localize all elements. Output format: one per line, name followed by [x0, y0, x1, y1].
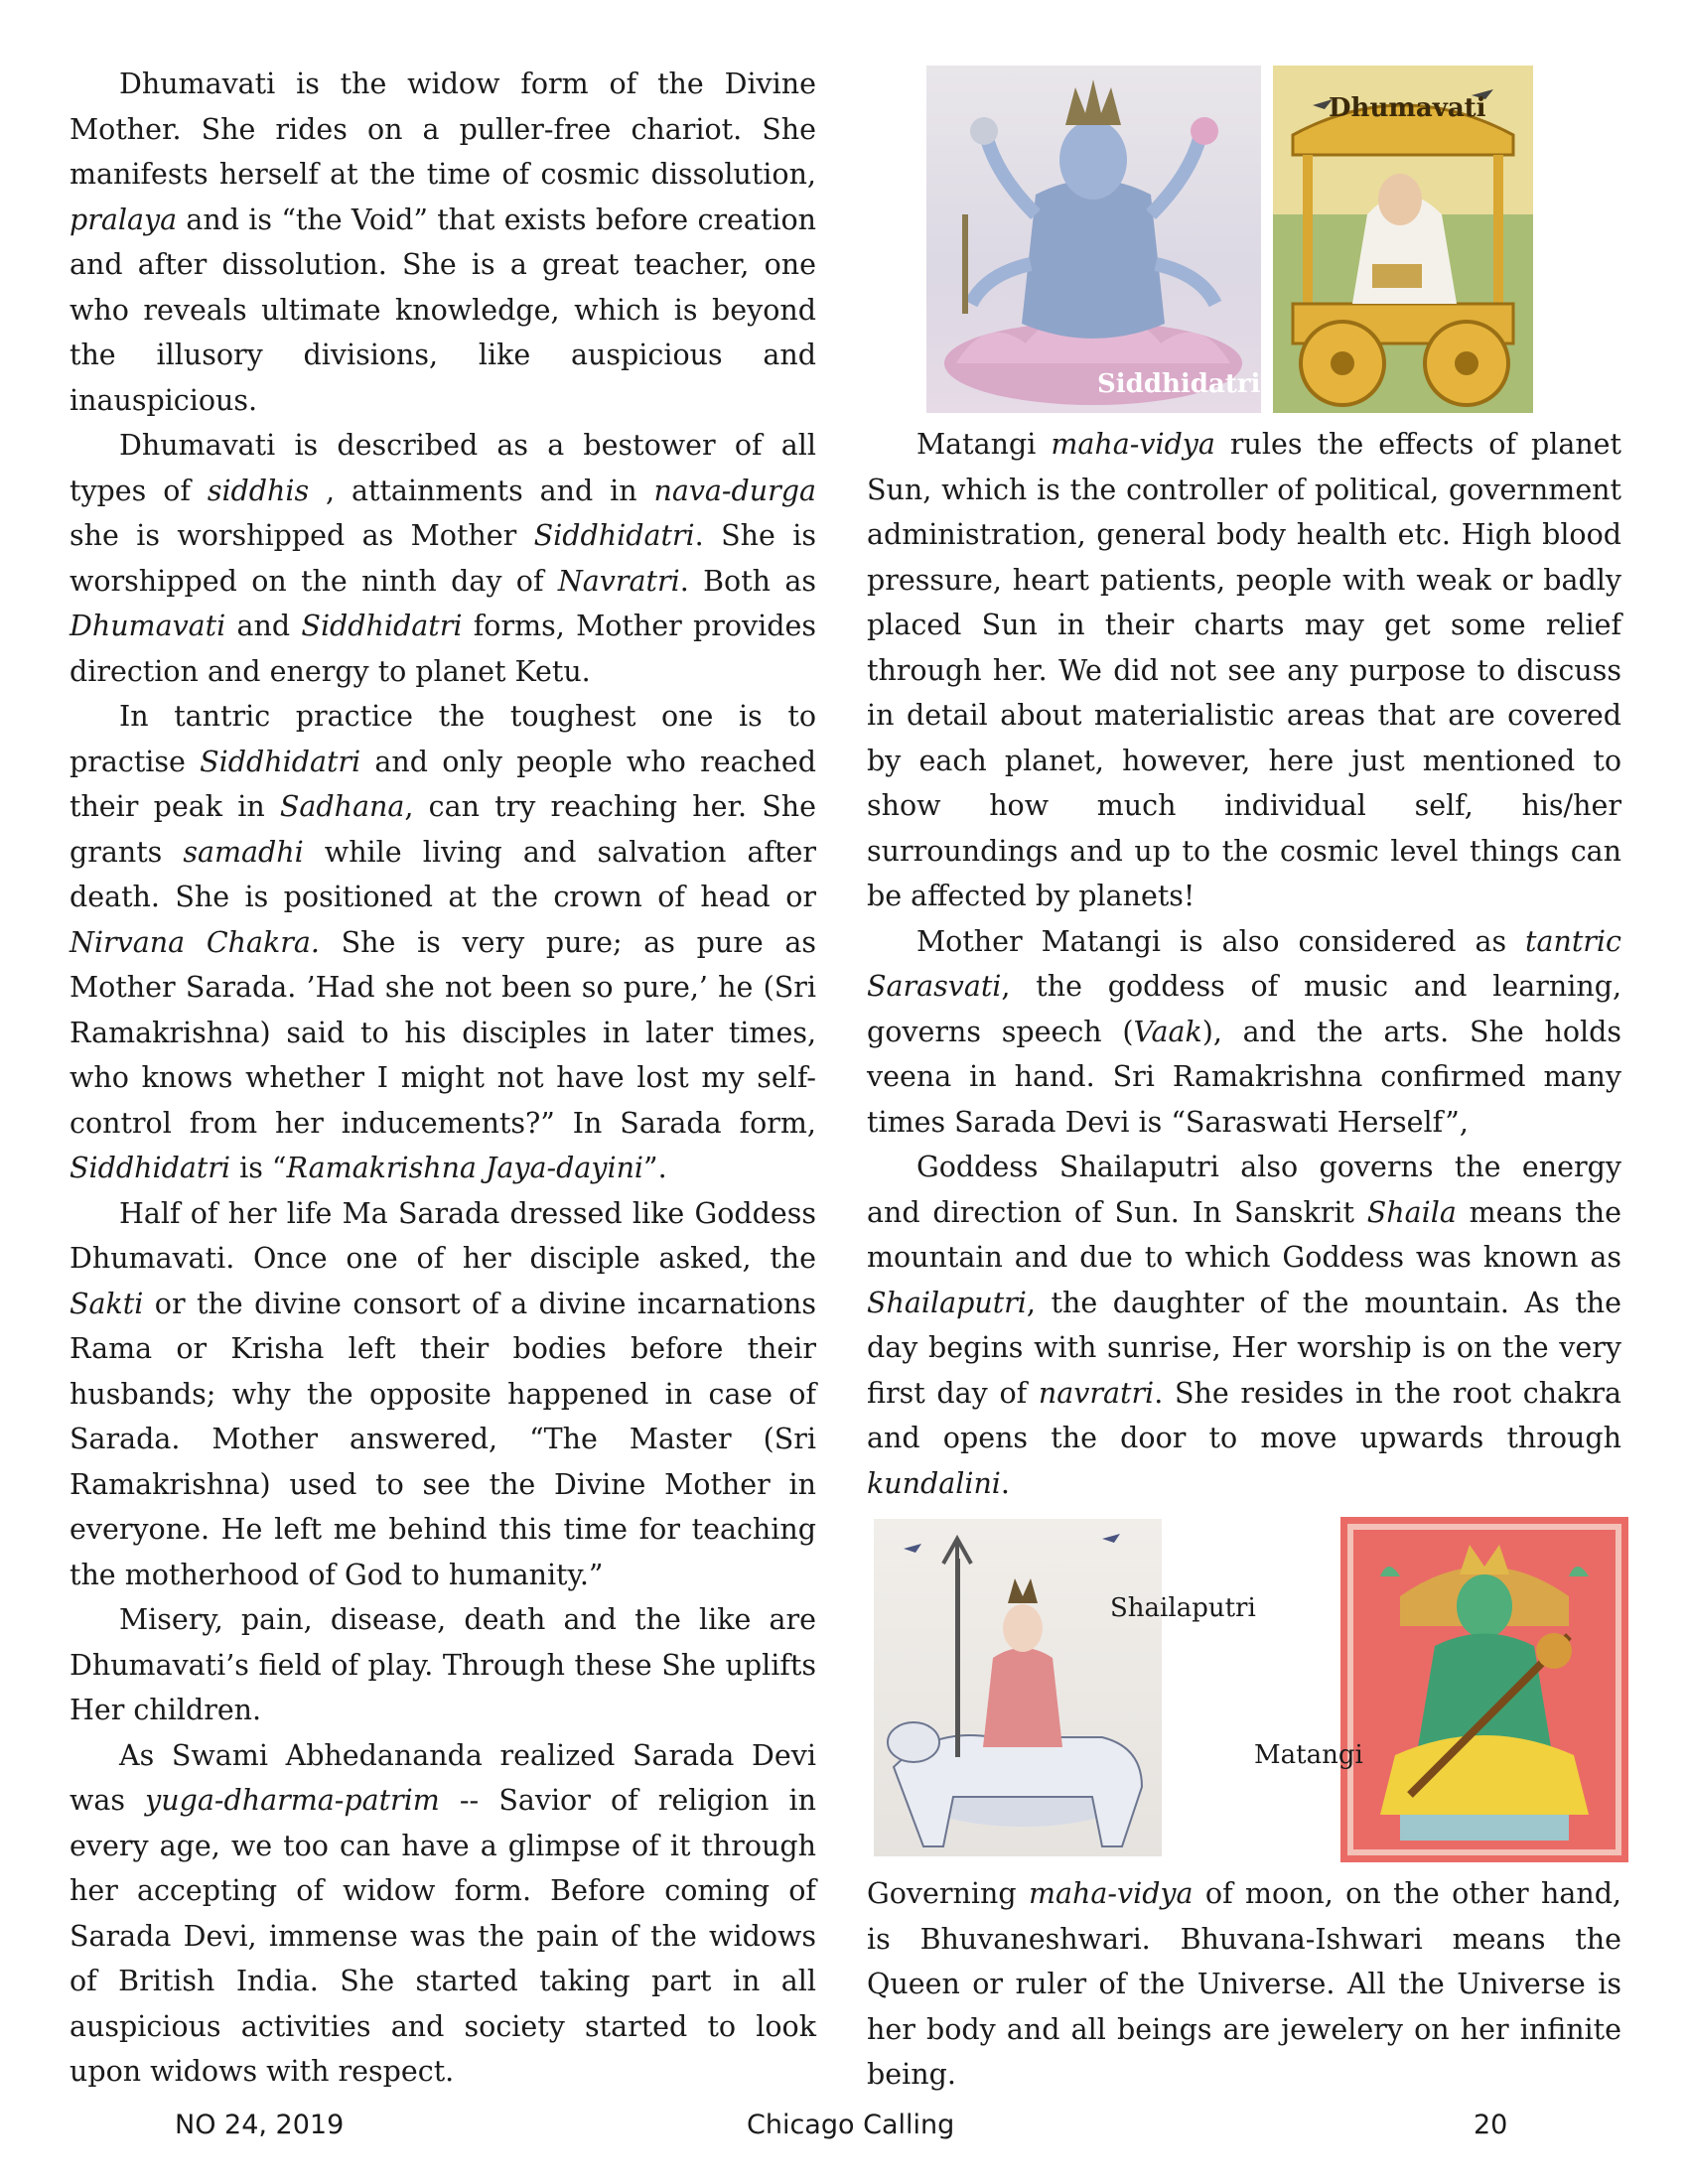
paragraph: As Swami Abhedananda realized Sarada Devi was yuga-dharma-patrim -- Savior of religion in every age, we too can have a glimpse of it through her accepting of widow form. Before coming of Sarada Devi, immense was the pain of the widows of British India. She started taking part in all auspicious activities and society started to look upon widows with respect. — [70, 1738, 817, 2088]
paragraph: Goddess Shailaputri also governs the energy and direction of Sun. In Sanskrit Shaila means the mountain and due to which Goddess was known as Shailaputri, the daughter of the mountain. As the day begins with sunrise, Her worship is on the very first day of navratri. She resides in the root chakra and opens the door to move upwards through kundalini. — [867, 1151, 1622, 1500]
paragraph: Dhumavati is described as a bestower of all types of siddhis , attainments and in nava-durga she is worshipped as Mother Siddhidatri. She is worshipped on the ninth day of Navratri. Both as Dhumavati and Siddhidatri forms, Mother provides direction and energy to planet Ketu. — [70, 429, 816, 688]
paragraph: Dhumavati is the widow form of the Divine Mother. She rides on a puller-free chariot. She manifests herself at the time of cosmic dissolution, pralaya and is “the Void” that exists before creation and after dissolution. She is a great teacher, one who reveals ultimate knowledge, which is beyond the illusory divisions, like auspicious and inauspicious. — [70, 68, 816, 417]
footer-publication-title: Chicago Calling — [747, 2110, 955, 2140]
siddhidatri-caption: Siddhidatri — [1097, 369, 1261, 399]
right-column — [867, 422, 1621, 1506]
paragraph: Misery, pain, disease, death and the like are Dhumavati’s field of play. Through these She uplifts Her children. — [70, 1603, 816, 1726]
left-column — [70, 62, 816, 2095]
matangi-illustration — [1340, 1517, 1628, 1862]
page-footer — [0, 2110, 1688, 2149]
shailaputri-caption: Shailaputri — [1110, 1593, 1256, 1623]
page-number: 20 — [1474, 2110, 1508, 2140]
paragraph: Mother Matangi is also considered as tantric Sarasvati, the goddess of music and learning, governs speech (Vaak), and the arts. She holds veena in hand. Sri Ramakrishna confirmed many times Sarada Devi is “Saraswati Herself”, — [867, 924, 1621, 1139]
paragraph: Half of her life Ma Sarada dressed like Goddess Dhumavati. Once one of her disciple asked, the Sakti or the divine consort of a divine incarnations Rama or Krisha left their bodies before their husbands; why the opposite happened in case of Sarada. Mother answered, “The Master (Sri Ramakrishna) used to see the Divine Mother in everyone. He left me behind this time for teaching the motherhood of God to humanity.” — [70, 1196, 816, 1591]
dhumavati-caption: Dhumavati — [1329, 93, 1486, 123]
dhumavati-image — [1273, 66, 1533, 413]
shailaputri-image — [874, 1519, 1162, 1856]
shailaputri-illustration — [874, 1519, 1162, 1856]
paragraph: Governing maha-vidya of moon, on the other hand, is Bhuvaneshwari. Bhuvana-Ishwari means the Queen or ruler of the Universe. All the Universe is her body and all beings are jewelery on her infinite being. — [867, 1877, 1621, 2091]
paragraph: In tantric practice the toughest one is to practise Siddhidatri and only people who reached their peak in Sadhana, can try reaching her. She grants samadhi while living and salvation after death. She is positioned at the crown of head or Nirvana Chakra. She is very pure; as pure as Mother Sarada. ’Had she not been so pure,’ he (Sri Ramakrishna) said to his disciples in later times, who knows whether I might not have lost my self-control from her inducements?” In Sarada form, Siddhidatri is “Ramakrishna Jaya-dayini”. — [70, 700, 817, 1184]
matangi-caption: Matangi — [1254, 1740, 1363, 1770]
siddhidatri-illustration — [926, 66, 1261, 413]
footer-issue: NO 24, 2019 — [175, 2110, 345, 2140]
siddhidatri-image — [926, 66, 1261, 413]
paragraph: Matangi maha-vidya rules the effects of planet Sun, which is the controller of political, government administration, general body health etc. High blood pressure, heart patients, people with weak or badly placed Sun in their charts may get some relief through her. We did not see any purpose to discuss in detail about materialistic areas that are covered by each planet, however, here just mentioned to show how much individual self, his/her surroundings and up to the cosmic level things can be affected by planets! — [867, 428, 1621, 912]
matangi-image — [1340, 1517, 1628, 1862]
right-column-bottom — [867, 1871, 1621, 2098]
